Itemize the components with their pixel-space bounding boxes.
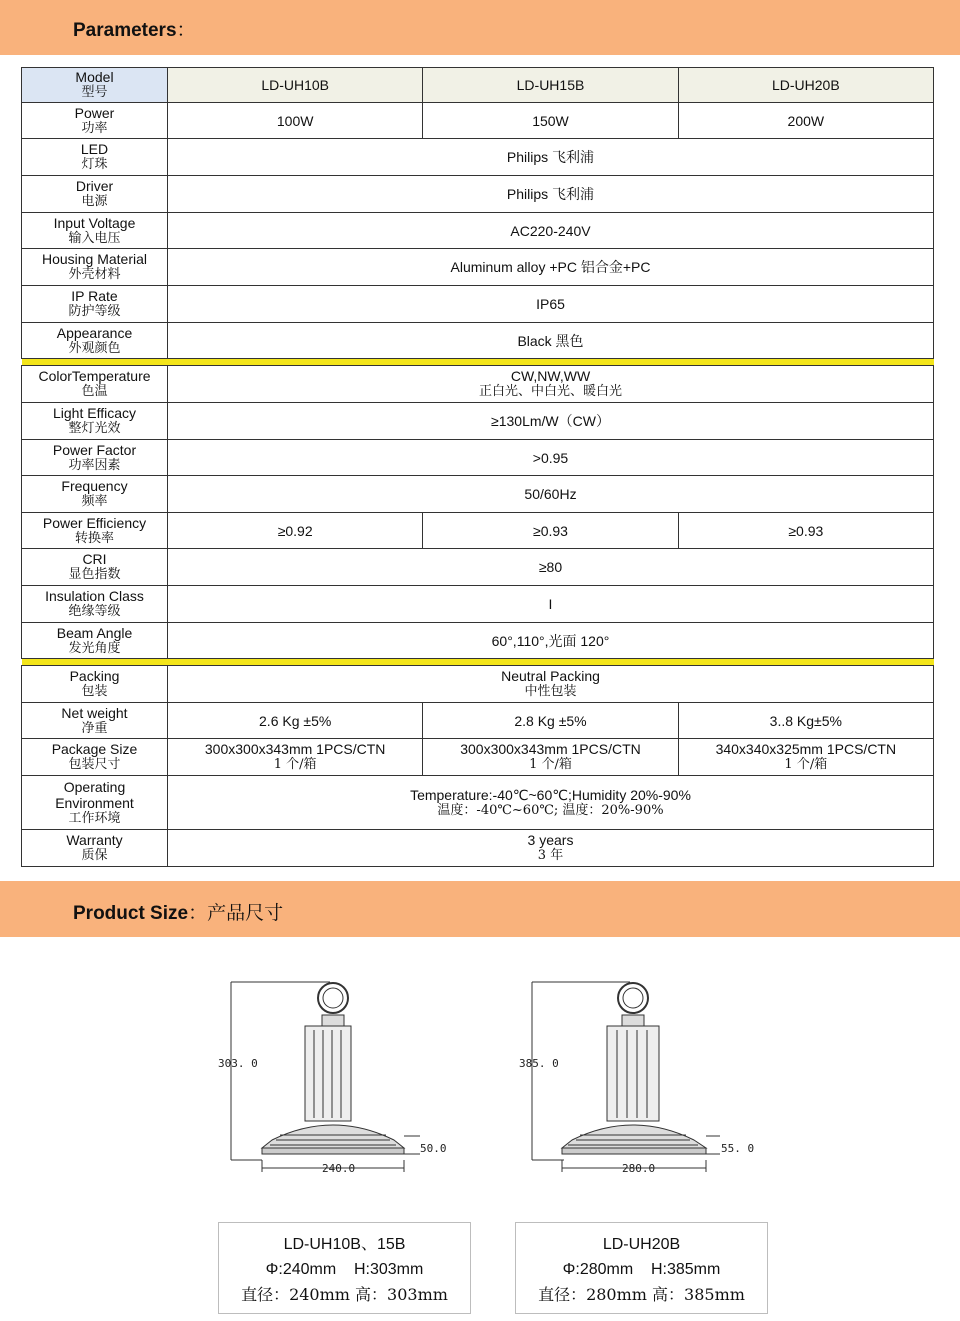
label-en: LED bbox=[80, 141, 109, 157]
model-cell: LD-UH20B bbox=[678, 68, 933, 103]
table-row bbox=[22, 739, 934, 776]
value-cell: AC220-240V bbox=[168, 213, 934, 249]
value-en: 300x300x343mm 1PCS/CTN bbox=[204, 741, 386, 757]
table-row bbox=[22, 623, 934, 659]
width-dimension-label: 240.0 bbox=[322, 1162, 356, 1175]
table-row bbox=[22, 666, 934, 703]
table-row bbox=[22, 549, 934, 586]
value-cell: 100W bbox=[168, 103, 423, 139]
label-cn: 频率 bbox=[81, 494, 108, 509]
label-en: IP Rate bbox=[71, 288, 118, 304]
table-row bbox=[22, 703, 934, 739]
base-dimension-label: 55. 0 bbox=[721, 1142, 755, 1155]
value-cn: 1 个/箱 bbox=[273, 757, 317, 772]
product-size-title-suffix: ：产品尺寸 bbox=[188, 902, 284, 924]
row-label bbox=[22, 366, 168, 403]
label-cn: 外壳材料 bbox=[68, 267, 121, 282]
label-cn: 输入电压 bbox=[68, 230, 121, 246]
model-cell: LD-UH15B bbox=[423, 68, 678, 103]
label-en: CRI bbox=[82, 551, 107, 567]
value-cell: I bbox=[168, 586, 934, 623]
label-en: Warranty bbox=[66, 832, 123, 848]
label-en: Appearance bbox=[56, 324, 133, 341]
value-cell: 150W bbox=[423, 103, 678, 139]
row-label bbox=[22, 286, 168, 323]
value-en: 3 years bbox=[527, 832, 574, 848]
value-cell: >0.95 bbox=[168, 440, 934, 476]
caption-box bbox=[218, 1222, 471, 1314]
product-drawings bbox=[0, 960, 960, 1200]
label-cn: 整灯光效 bbox=[68, 421, 121, 436]
label-cn: 发光角度 bbox=[68, 640, 121, 656]
product-size-title bbox=[73, 898, 283, 925]
label-en: Driver bbox=[75, 178, 114, 194]
table-row bbox=[22, 776, 934, 830]
table-row bbox=[22, 103, 934, 139]
value-cn: 3 年 bbox=[537, 848, 564, 863]
table-row-model bbox=[22, 68, 934, 103]
value-cell bbox=[168, 776, 934, 830]
label-en: Power bbox=[74, 104, 115, 121]
value-cell: ≥0.93 bbox=[678, 513, 933, 549]
parameters-title-suffix: ： bbox=[176, 19, 196, 41]
row-label bbox=[22, 103, 168, 139]
drawing-lamp-1 bbox=[231, 982, 420, 1172]
lens-ring bbox=[562, 1148, 706, 1154]
section-separator bbox=[22, 359, 934, 366]
row-label bbox=[22, 739, 168, 776]
label-cn: 显色指数 bbox=[68, 567, 121, 582]
value-cell: Philips 飞利浦 bbox=[168, 176, 934, 213]
label-en: Package Size bbox=[51, 741, 138, 757]
value-cell: IP65 bbox=[168, 286, 934, 323]
label-cn: 绝缘等级 bbox=[68, 604, 121, 619]
value-cn: 中性包装 bbox=[524, 684, 577, 699]
value-cell bbox=[678, 739, 933, 776]
value-en: Temperature:-40℃~60℃;Humidity 20%-90% bbox=[410, 786, 691, 803]
table-row bbox=[22, 440, 934, 476]
table-row bbox=[22, 176, 934, 213]
row-label bbox=[22, 403, 168, 440]
model-cell: LD-UH10B bbox=[168, 68, 423, 103]
value-cell bbox=[423, 739, 678, 776]
row-label bbox=[22, 476, 168, 513]
row-label bbox=[22, 249, 168, 286]
value-cell: ≥80 bbox=[168, 549, 934, 586]
label-cn: 灯珠 bbox=[81, 157, 108, 172]
value-en: Neutral Packing bbox=[501, 668, 600, 684]
value-cell: 2.6 Kg ±5% bbox=[168, 703, 423, 739]
label-en: Power Factor bbox=[52, 441, 137, 458]
label-cn: 电源 bbox=[81, 194, 108, 209]
value-cell: 50/60Hz bbox=[168, 476, 934, 513]
table-row bbox=[22, 513, 934, 549]
table-row bbox=[22, 830, 934, 867]
row-label bbox=[22, 139, 168, 176]
table-row bbox=[22, 249, 934, 286]
label-en: Input Voltage bbox=[53, 214, 136, 231]
hanging-ring-inner bbox=[623, 988, 643, 1008]
label-cn: 转换率 bbox=[74, 530, 114, 546]
value-cell bbox=[168, 739, 423, 776]
label-en: Insulation Class bbox=[45, 588, 144, 604]
label-en: ColorTemperature bbox=[38, 368, 151, 384]
label-en: Housing Material bbox=[41, 251, 148, 267]
lens-ring bbox=[262, 1148, 404, 1154]
label-en: Light Efficacy bbox=[52, 405, 136, 421]
row-label bbox=[22, 213, 168, 249]
label-en: Power Efficiency bbox=[42, 514, 147, 531]
parameters-title bbox=[73, 15, 196, 42]
value-cell bbox=[168, 830, 934, 867]
caption-spec-en: Φ:240mm H:303mm bbox=[265, 1261, 424, 1278]
caption-spec-cn: 直径：280mm 高：385mm bbox=[538, 1285, 745, 1304]
parameters-header-band bbox=[0, 0, 960, 55]
label-en: Frequency bbox=[61, 478, 128, 494]
label-cn: 质保 bbox=[81, 848, 108, 863]
row-label bbox=[22, 776, 168, 830]
parameters-title-text: Parameters bbox=[73, 20, 177, 41]
drawing-lamp-2 bbox=[532, 982, 720, 1172]
label-en: Operating bbox=[63, 778, 126, 795]
label-cn: 防护等级 bbox=[68, 304, 121, 319]
caption-spec-en: Φ:280mm H:385mm bbox=[562, 1261, 721, 1278]
row-label bbox=[22, 323, 168, 359]
row-label bbox=[22, 830, 168, 867]
table-row bbox=[22, 213, 934, 249]
section-separator bbox=[22, 659, 934, 666]
value-cn: 温度：-40℃~60℃; 温度：20%-90% bbox=[437, 802, 664, 818]
label-cn: 净重 bbox=[81, 720, 108, 736]
value-en: CW,NW,WW bbox=[510, 368, 591, 384]
ring-mount bbox=[322, 1015, 344, 1027]
caption-spec-cn: 直径：240mm 高：303mm bbox=[241, 1285, 448, 1304]
value-cell: 3..8 Kg±5% bbox=[678, 703, 933, 739]
value-cn: 1 个/箱 bbox=[784, 757, 828, 772]
parameters-table bbox=[21, 67, 934, 867]
label-cn: 功率 bbox=[81, 120, 108, 136]
hanging-ring-inner bbox=[323, 988, 343, 1008]
product-size-title-text: Product Size bbox=[73, 903, 189, 924]
label-cn: 工作环境 bbox=[68, 810, 121, 826]
label-en: Model bbox=[75, 69, 114, 85]
caption-box bbox=[515, 1222, 768, 1314]
table-row bbox=[22, 139, 934, 176]
value-cell bbox=[168, 366, 934, 403]
height-dimension-label: 303. 0 bbox=[218, 1057, 258, 1070]
table-row bbox=[22, 323, 934, 359]
row-label bbox=[22, 623, 168, 659]
value-cn: 正白光、中白光、暖白光 bbox=[478, 384, 622, 399]
label-en: Net weight bbox=[61, 704, 128, 721]
table-row bbox=[22, 286, 934, 323]
driver-body bbox=[607, 1026, 659, 1121]
caption-model: LD-UH10B、15B bbox=[283, 1236, 406, 1253]
height-dimension-label: 385. 0 bbox=[519, 1057, 559, 1070]
label-cn: 功率因素 bbox=[68, 457, 121, 473]
table-row bbox=[22, 476, 934, 513]
table-row bbox=[22, 586, 934, 623]
ring-mount bbox=[622, 1015, 644, 1027]
value-cell: 60°,110°,光面 120° bbox=[168, 623, 934, 659]
value-en: 300x300x343mm 1PCS/CTN bbox=[460, 741, 641, 757]
row-label bbox=[22, 666, 168, 703]
row-label bbox=[22, 549, 168, 586]
driver-body bbox=[305, 1026, 351, 1121]
row-label bbox=[22, 513, 168, 549]
label-cn: 型号 bbox=[81, 85, 108, 100]
value-cell: ≥0.92 bbox=[168, 513, 423, 549]
value-cell: 2.8 Kg ±5% bbox=[423, 703, 678, 739]
value-cn: 1 个/箱 bbox=[529, 757, 572, 772]
value-en: 340x340x325mm 1PCS/CTN bbox=[715, 741, 897, 757]
value-cell: 200W bbox=[678, 103, 933, 139]
table-row bbox=[22, 366, 934, 403]
row-label bbox=[22, 586, 168, 623]
value-cell: Black 黑色 bbox=[168, 323, 934, 359]
value-cell: ≥130Lm/W（CW） bbox=[168, 403, 934, 440]
row-label bbox=[22, 68, 168, 103]
label-en: Packing bbox=[69, 668, 120, 684]
label-cn: 外观颜色 bbox=[68, 340, 121, 356]
caption-model: LD-UH20B bbox=[602, 1236, 681, 1253]
value-cell: ≥0.93 bbox=[423, 513, 678, 549]
label-en: Environment bbox=[55, 794, 134, 811]
row-label bbox=[22, 440, 168, 476]
row-label bbox=[22, 703, 168, 739]
label-cn: 包装尺寸 bbox=[68, 757, 121, 772]
width-dimension-label: 280.0 bbox=[622, 1162, 656, 1175]
base-dimension-label: 50.0 bbox=[420, 1142, 447, 1155]
row-label bbox=[22, 176, 168, 213]
label-cn: 包装 bbox=[81, 684, 108, 699]
value-cell bbox=[168, 666, 934, 703]
value-cell: Aluminum alloy +PC 铝合金+PC bbox=[168, 249, 934, 286]
label-en: Beam Angle bbox=[56, 624, 133, 641]
table-row bbox=[22, 403, 934, 440]
value-cell: Philips 飞利浦 bbox=[168, 139, 934, 176]
label-cn: 色温 bbox=[81, 384, 108, 399]
